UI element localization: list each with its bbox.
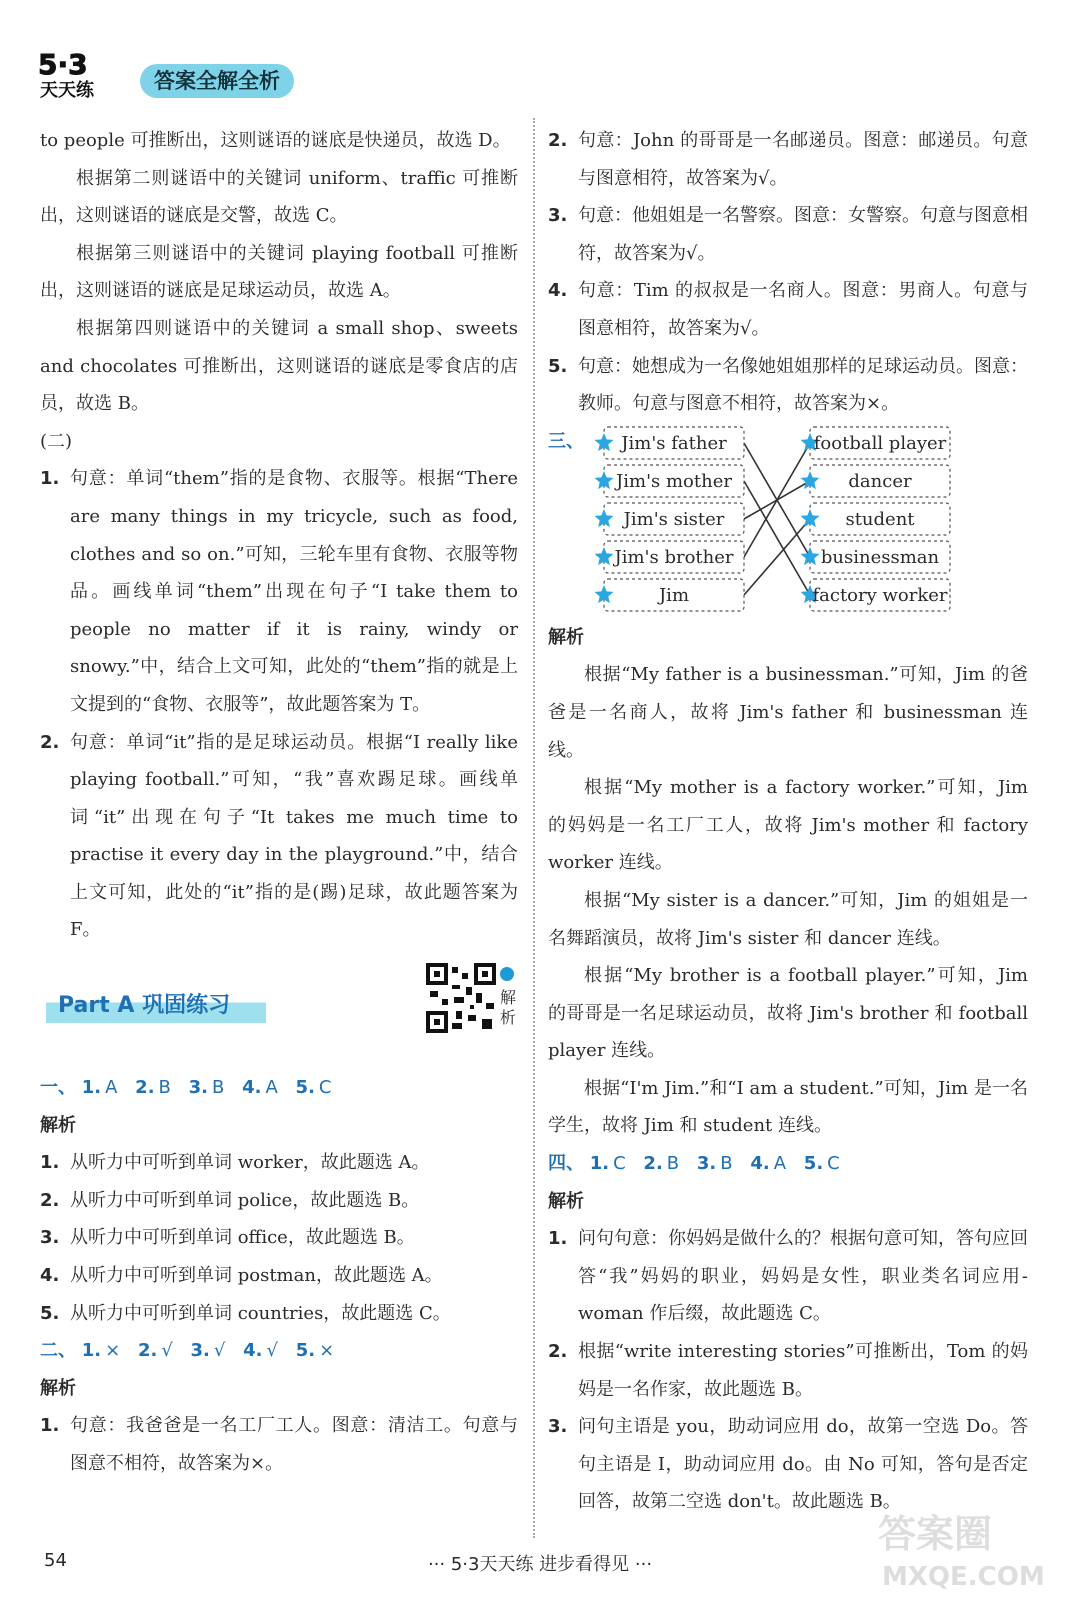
watermark-logo (872, 1505, 1052, 1595)
part-a-header (40, 963, 518, 1069)
left-match-label: Jim (658, 584, 690, 606)
play-icon[interactable] (500, 967, 514, 981)
item-text: 句意：单词“them”指的是食物、衣服等。根据“There are many things in my tricycle, such as food, clothes and so on.”可知，三轮车里有食物、衣服等物品。画线单词“them”出现在句子“I take them to people no matter if it is rainy, windy or snowy.”中，结合上文可知，此处的“them”指的就是上文提到的“食物、衣服等”，故此题答案为 T。 (70, 468, 518, 715)
page-header (36, 44, 336, 100)
explanation-item: 4. 句意：Tim 的叔叔是一名商人。图意：男商人。句意与图意相符，故答案为√。 (548, 280, 1028, 339)
analysis-heading: 解析 (40, 1114, 76, 1136)
intro-paragraph: 根据第三则谜语中的关键词 playing football 可推断出，这则谜语的谜底是足球运动员，故选 A。 (40, 242, 518, 302)
footer-slogan: ··· 5·3天天练 进步看得见 ··· (427, 1554, 653, 1575)
matching-lines (548, 423, 968, 619)
explanation-item (40, 460, 518, 723)
intro-paragraph: 根据第二则谜语中的关键词 uniform、traffic 可推断出，这则谜语的谜底是交警，故选 C。 (40, 167, 518, 227)
svg-text:答案圈: 答案圈 (878, 1512, 993, 1556)
right-match-label: factory worker (812, 584, 948, 606)
section-label: 一、 (40, 1077, 76, 1099)
section-label: 四、 (548, 1153, 584, 1175)
explanation-item (40, 724, 518, 950)
explanation-item: 5. 从听力中可听到单词 countries，故此题选 C。 (40, 1302, 451, 1324)
column-divider (533, 118, 535, 1538)
right-match-label: football player (813, 432, 947, 454)
page-number: 54 (44, 1550, 67, 1571)
explanation-item: 2. 根据“write interesting stories”可推断出，Tom 的妈妈是一名作家，故此题选 B。 (548, 1341, 1028, 1400)
qr-code-icon[interactable] (426, 963, 496, 1033)
explanation-item: 3. 从听力中可听到单词 office，故此题选 B。 (40, 1227, 415, 1249)
analysis-paragraph: 根据“My mother is a factory worker.”可知，Jim 的妈妈是一名工厂工人，故将 Jim's mother 和 factory worker 连线。 (548, 777, 1028, 874)
sub-heading: (二) (40, 430, 73, 452)
analysis-heading: 解析 (40, 1377, 76, 1399)
explanation-item: 5. 句意：她想成为一名像她姐姐那样的足球运动员。图意：教师。句意与图意不相符，故答案为×。 (548, 355, 1028, 415)
explanation-item: 2. 从听力中可听到单词 police，故此题选 B。 (40, 1189, 420, 1211)
analysis-heading: 解析 (548, 626, 584, 648)
explanation-item: 1. 从听力中可听到单词 worker，故此题选 A。 (40, 1152, 430, 1174)
right-match-label: dancer (848, 470, 912, 492)
right-match-label: businessman (820, 546, 940, 568)
section-label: 三、 (548, 430, 584, 452)
matching-diagram (548, 423, 1028, 619)
left-match-label: Jim's brother (614, 546, 734, 568)
right-column (548, 122, 1028, 1521)
explanation-item: 1. 句意：我爸爸是一名工厂工人。图意：清洁工。句意与图意不相符，故答案为×。 (40, 1415, 518, 1474)
left-column (40, 122, 518, 1483)
brand-logo (36, 44, 126, 100)
explanation-item: 4. 从听力中可听到单词 postman，故此题选 A。 (40, 1265, 443, 1287)
analysis-paragraph: 根据“My sister is a dancer.”可知，Jim 的姐姐是一名舞蹈演员，故将 Jim's sister 和 dancer 连线。 (548, 889, 1028, 949)
intro-paragraph: to people 可推断出，这则谜语的谜底是快递员，故选 D。 (40, 130, 511, 151)
right-match-label: student (845, 508, 915, 530)
analysis-paragraph: 根据“I'm Jim.”和“I am a student.”可知，Jim 是一名学生，故将 Jim 和 student 连线。 (548, 1077, 1028, 1137)
svg-text:天天练: 天天练 (40, 80, 94, 100)
svg-text:MXQE.COM: MXQE.COM (882, 1562, 1045, 1592)
match-line (744, 481, 810, 595)
part-title: Part A 巩固练习 (46, 989, 266, 1023)
analysis-heading: 解析 (548, 1190, 584, 1212)
item-number: 1. (40, 468, 60, 490)
explanation-item: 2. 句意：John 的哥哥是一名邮递员。图意：邮递员。句意与图意相符，故答案为√。 (548, 130, 1028, 189)
explanation-item: 1. 问句句意：你妈妈是做什么的？根据句意可知，答句应回答“我”妈妈的职业，妈妈是女性，职业类名词应用-woman 作后缀，故此题选 C。 (548, 1228, 1028, 1325)
item-number: 2. (40, 731, 60, 753)
answer-row: 四、 1. C 2. B 3. B 4. A 5. C (548, 1153, 840, 1175)
left-match-label: Jim's sister (623, 508, 725, 530)
left-match-label: Jim's father (621, 432, 727, 454)
analysis-paragraph: 根据“My father is a businessman.”可知，Jim 的爸爸是一名商人，故将 Jim's father 和 businessman 连线。 (548, 664, 1028, 761)
section-label: 二、 (40, 1340, 76, 1362)
intro-paragraph: 根据第四则谜语中的关键词 a small shop、sweets and chocolates 可推断出，这则谜语的谜底是零食店的店员，故选 B。 (40, 317, 518, 415)
answer-row: 一、 1. A 2. B 3. B 4. A 5. C (40, 1077, 332, 1099)
left-match-label: Jim's mother (616, 470, 732, 492)
svg-text:5·3: 5·3 (38, 48, 88, 81)
item-text: 句意：单词“it”指的是足球运动员。根据“I really like playing football.”可知，“我”喜欢踢足球。画线单词“it”出现在句子“It takes me much time to practise it every day in the playground.”中，结合上文可知，此处的“it”指的是(踢)足球，故此题答案为 F。 (70, 731, 518, 941)
qr-label: 解析 (500, 967, 520, 1028)
answer-row: 二、 1. × 2. √ 3. √ 4. √ 5. × (40, 1340, 335, 1362)
header-title: 答案全解全析 (140, 64, 294, 98)
explanation-item: 3. 问句主语是 you，助动词应用 do，故第一空选 Do。答句主语是 I，助动词应用 do。由 No 可知，答句是否定回答，故第二空选 don't。故此题选 B。 (548, 1416, 1028, 1513)
analysis-paragraph: 根据“My brother is a football player.”可知，Jim 的哥哥是一名足球运动员，故将 Jim's brother 和 football player 连线。 (548, 965, 1028, 1062)
match-line (744, 519, 810, 595)
explanation-item: 3. 句意：他姐姐是一名警察。图意：女警察。句意与图意相符，故答案为√。 (548, 205, 1028, 264)
